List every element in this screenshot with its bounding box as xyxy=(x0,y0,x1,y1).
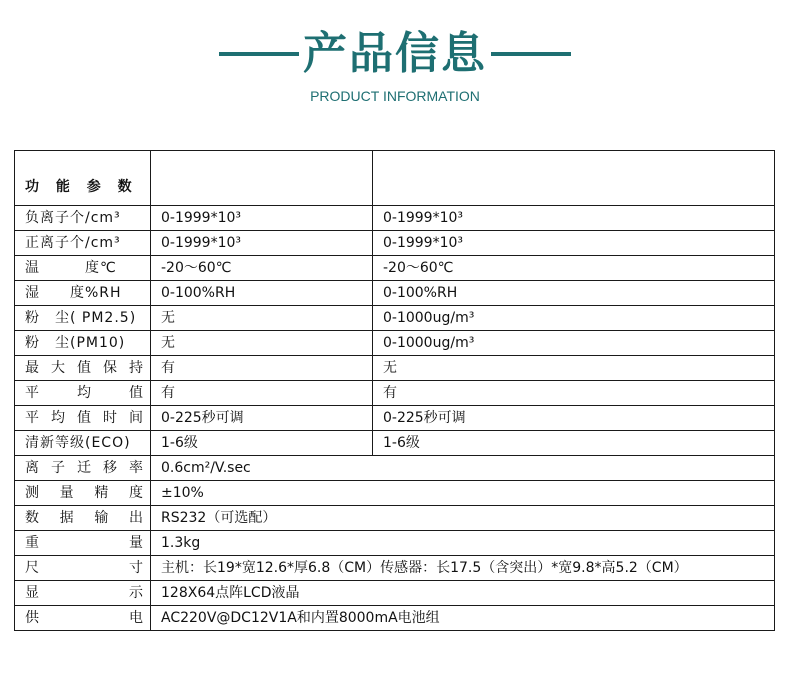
row-label: 数据输出 xyxy=(15,506,151,531)
table-row xyxy=(15,481,775,506)
row-label: 显示 xyxy=(15,581,151,606)
row-value-b: 有 xyxy=(373,381,775,406)
row-value: 主机：长19*宽12.6*厚6.8（CM）传感器：长17.5（含突出）*宽9.8*高5.2（CM） xyxy=(151,556,775,581)
row-value: RS232（可选配） xyxy=(151,506,775,531)
row-label: 粉 尘(PM10) xyxy=(15,331,151,356)
row-value-b: 0-1000ug/m³ xyxy=(373,331,775,356)
row-label: 温 度℃ xyxy=(15,256,151,281)
row-label: 测量精度 xyxy=(15,481,151,506)
table-row xyxy=(15,506,775,531)
row-value-a: 无 xyxy=(151,306,373,331)
table-row xyxy=(15,356,775,381)
row-label: 平 均 值 xyxy=(15,381,151,406)
table-row xyxy=(15,281,775,306)
row-value: 1.3kg xyxy=(151,531,775,556)
row-value-a: 0-225秒可调 xyxy=(151,406,373,431)
row-label: 供电 xyxy=(15,606,151,631)
title-right-line xyxy=(491,52,571,56)
row-label: 负离子个/cm³ xyxy=(15,206,151,231)
table-row xyxy=(15,556,775,581)
table-row xyxy=(15,331,775,356)
table-row xyxy=(15,381,775,406)
header-column-b xyxy=(373,151,775,206)
row-value-b: 0-1999*10³ xyxy=(373,231,775,256)
row-value-a: 0-100%RH xyxy=(151,281,373,306)
row-value-b: -20～60℃ xyxy=(373,256,775,281)
row-label: 尺寸 xyxy=(15,556,151,581)
table-row xyxy=(15,406,775,431)
row-label: 平均值时间 xyxy=(15,406,151,431)
table-row xyxy=(15,231,775,256)
spec-table xyxy=(14,150,775,631)
row-label: 最大值保持 xyxy=(15,356,151,381)
table-row xyxy=(15,206,775,231)
table-header-row xyxy=(15,151,775,206)
title-row xyxy=(0,26,790,82)
row-value-b: 0-1999*10³ xyxy=(373,206,775,231)
row-value-a: 0-1999*10³ xyxy=(151,231,373,256)
spec-table-body xyxy=(15,151,775,631)
row-value-b: 无 xyxy=(373,356,775,381)
row-value-a: 0-1999*10³ xyxy=(151,206,373,231)
table-row xyxy=(15,606,775,631)
row-value: ±10% xyxy=(151,481,775,506)
row-label: 清新等级(ECO) xyxy=(15,431,151,456)
row-label: 湿 度%RH xyxy=(15,281,151,306)
row-value: 128X64点阵LCD液晶 xyxy=(151,581,775,606)
row-value-a: 1-6级 xyxy=(151,431,373,456)
table-row xyxy=(15,256,775,281)
table-row xyxy=(15,581,775,606)
table-row xyxy=(15,456,775,481)
row-label: 重量 xyxy=(15,531,151,556)
title-left-line xyxy=(219,52,299,56)
page-subtitle: PRODUCT INFORMATION xyxy=(310,88,480,104)
row-value: 0.6cm²/V.sec xyxy=(151,456,775,481)
row-label: 离子迁移率 xyxy=(15,456,151,481)
row-value-b: 0-225秒可调 xyxy=(373,406,775,431)
row-label: 正离子个/cm³ xyxy=(15,231,151,256)
table-row xyxy=(15,306,775,331)
row-value-b: 0-100%RH xyxy=(373,281,775,306)
row-value: AC220V@DC12V1A和内置8000mA电池组 xyxy=(151,606,775,631)
header-column-a xyxy=(151,151,373,206)
page-header xyxy=(0,0,790,140)
row-value-a: 有 xyxy=(151,356,373,381)
row-value-b: 0-1000ug/m³ xyxy=(373,306,775,331)
page-title: 产品信息 xyxy=(303,28,487,79)
row-value-a: 无 xyxy=(151,331,373,356)
table-row xyxy=(15,531,775,556)
table-row xyxy=(15,431,775,456)
row-value-a: 有 xyxy=(151,381,373,406)
row-label: 粉 尘( PM2.5) xyxy=(15,306,151,331)
row-value-b: 1-6级 xyxy=(373,431,775,456)
row-value-a: -20～60℃ xyxy=(151,256,373,281)
header-label: 功 能 参 数 xyxy=(15,151,151,206)
